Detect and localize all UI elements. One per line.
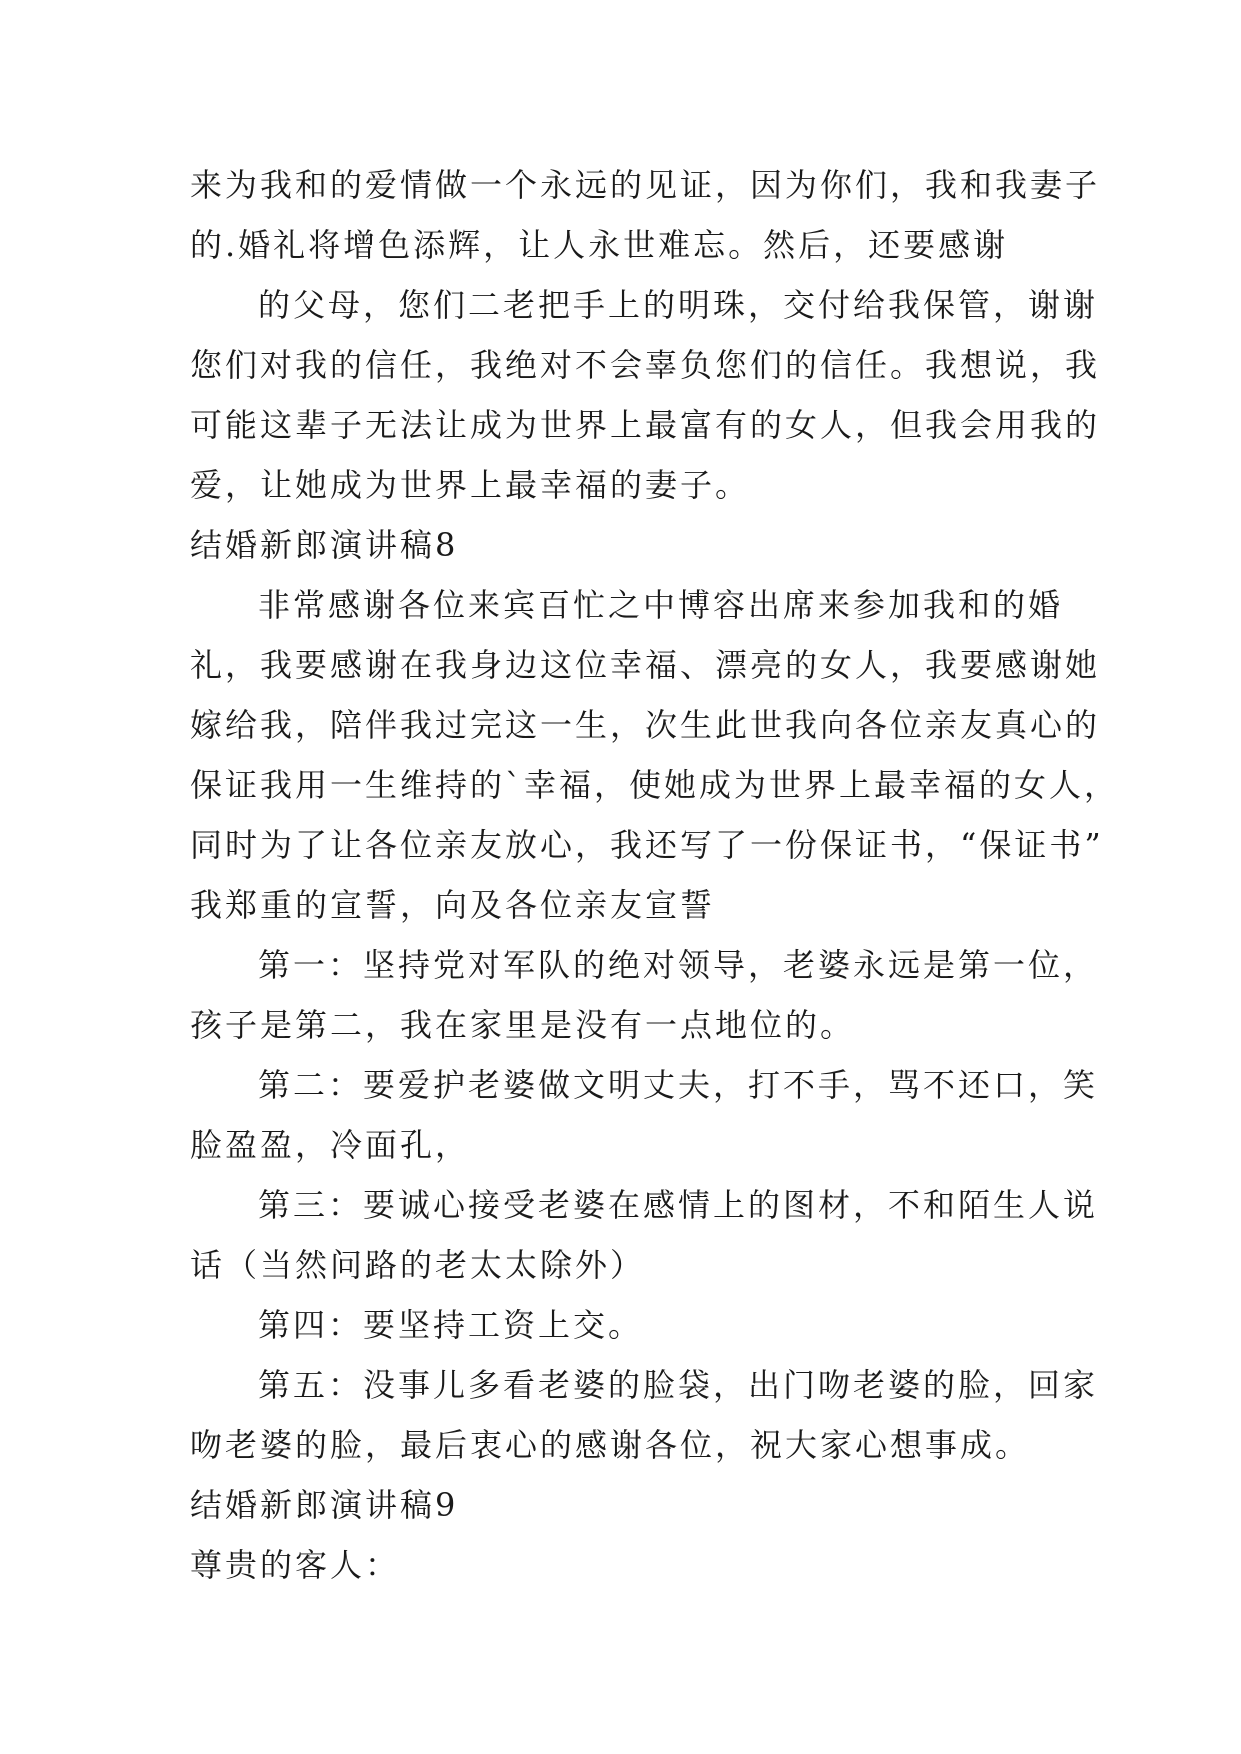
text-line: 非常感谢各位来宾百忙之中博容出席来参加我和的婚 xyxy=(258,586,1064,624)
text-line: 话（当然问路的老太太除外） xyxy=(190,1246,646,1284)
text-line: 第三：要诚心接受老婆在感情上的图材，不和陌生人说 xyxy=(258,1186,1099,1224)
text-line: 嫁给我，陪伴我过完这一生，次生此世我向各位亲友真心的 xyxy=(190,706,1101,744)
text-line: 结婚新郎演讲稿8 xyxy=(190,526,459,564)
text-line: 脸盈盈，冷面孔， xyxy=(190,1126,471,1164)
text-line: 孩子是第二，我在家里是没有一点地位的。 xyxy=(190,1006,856,1044)
text-line: 我郑重的宣誓，向及各位亲友宣誓 xyxy=(190,886,716,924)
text-line: 您们对我的信任，我绝对不会辜负您们的信任。我想说，我 xyxy=(190,346,1101,384)
text-line: 同时为了让各位亲友放心，我还写了一份保证书，“保证书” xyxy=(190,826,1104,864)
document-body xyxy=(190,155,1120,1595)
text-line: 第五：没事儿多看老婆的脸袋，出门吻老婆的脸，回家 xyxy=(258,1366,1099,1404)
text-line: 的.婚礼将增色添辉，让人永世难忘。然后，还要感谢 xyxy=(190,226,1009,264)
text-line: 礼，我要感谢在我身边这位幸福、漂亮的女人，我要感谢她 xyxy=(190,646,1101,684)
text-line: 第四：要坚持工资上交。 xyxy=(258,1306,644,1344)
text-line: 可能这辈子无法让成为世界上最富有的女人，但我会用我的 xyxy=(190,406,1101,444)
text-line: 爱，让她成为世界上最幸福的妻子。 xyxy=(190,466,751,504)
text-line: 保证我用一生维持的`幸福，使她成为世界上最幸福的女人， xyxy=(190,766,1120,804)
text-line: 来为我和的爱情做一个永远的见证，因为你们，我和我妻子 xyxy=(190,166,1101,204)
text-line: 结婚新郎演讲稿9 xyxy=(190,1486,459,1524)
text-line: 吻老婆的脸，最后衷心的感谢各位，祝大家心想事成。 xyxy=(190,1426,1031,1464)
text-line: 第一：坚持党对军队的绝对领导，老婆永远是第一位， xyxy=(258,946,1099,984)
text-line: 的父母，您们二老把手上的明珠，交付给我保管，谢谢 xyxy=(258,286,1099,324)
text-line: 尊贵的客人： xyxy=(190,1546,401,1584)
text-line: 第二：要爱护老婆做文明丈夫，打不手，骂不还口，笑 xyxy=(258,1066,1099,1104)
